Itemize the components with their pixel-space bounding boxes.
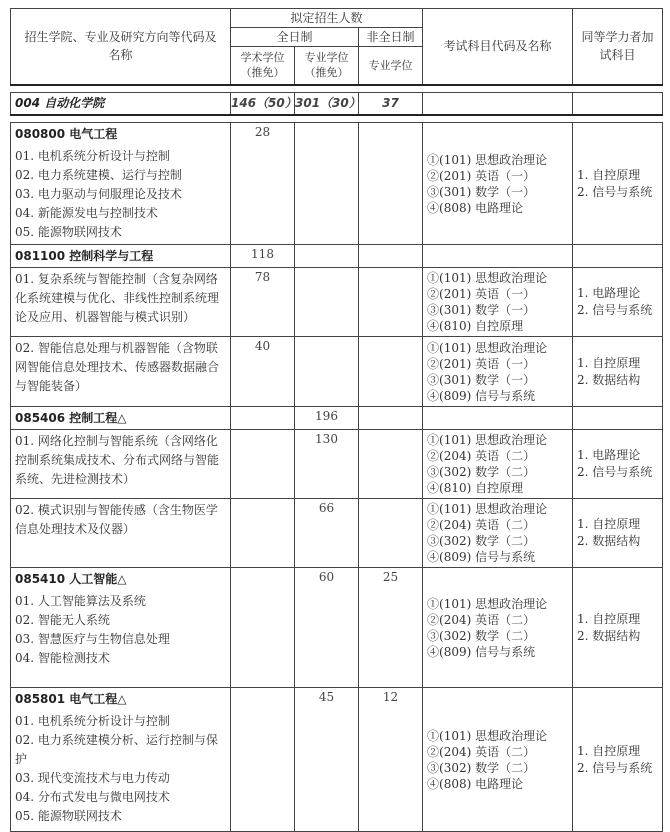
extra-subjects bbox=[573, 688, 663, 832]
college-professional-pt: 37 bbox=[359, 93, 423, 115]
major-085410 bbox=[11, 568, 231, 688]
exam-item: ④(809) 信号与系统 bbox=[427, 550, 536, 564]
extra-item: 2. 信号与系统 bbox=[577, 760, 653, 775]
academic-count: 78 bbox=[231, 268, 295, 337]
major-085406: 085406 控制工程△ bbox=[11, 407, 231, 430]
direction-item: 04. 新能源发电与控制技术 bbox=[15, 206, 158, 220]
professional-ft-count: 45 bbox=[295, 688, 359, 832]
direction-item: 05. 能源物联网技术 bbox=[15, 225, 122, 239]
direction-item: 01. 网络化控制与智能系统（含网络化 bbox=[15, 434, 218, 448]
table-row bbox=[11, 688, 663, 832]
direction-item: 系统、先进检测技术） bbox=[15, 472, 136, 486]
major-title: 085801 电气工程△ bbox=[15, 692, 127, 706]
exam-subjects bbox=[423, 337, 573, 407]
direction-item: 信息处理技术及仪器） bbox=[15, 522, 136, 536]
table-row bbox=[11, 407, 663, 430]
professional-pt-count: 25 bbox=[359, 568, 423, 688]
extra-item: 1. 自控原理 bbox=[577, 167, 641, 182]
header-fulltime: 全日制 bbox=[231, 28, 359, 47]
exam-item: ①(101) 思想政治理论 bbox=[427, 340, 548, 355]
college-academic: 146（50） bbox=[231, 93, 295, 115]
extra-item: 1. 自控原理 bbox=[577, 517, 641, 531]
exam-item: ①(101) 思想政治理论 bbox=[427, 433, 548, 447]
exam-subjects bbox=[423, 430, 573, 499]
direction-item: 05. 能源物联网技术 bbox=[15, 809, 122, 823]
extra-subjects bbox=[573, 430, 663, 499]
extra-subjects bbox=[573, 268, 663, 337]
header-name: 招生学院、专业及研究方向等代码及名称 bbox=[11, 9, 231, 85]
enrollment-table bbox=[10, 8, 663, 832]
exam-item: ②(204) 英语（二） bbox=[427, 612, 536, 627]
table-row bbox=[11, 245, 663, 268]
professional-ft-count: 60 bbox=[295, 568, 359, 688]
exam-item: ①(101) 思想政治理论 bbox=[427, 502, 548, 516]
extra-subjects bbox=[573, 568, 663, 688]
direction-item: 化系统建模与优化、非线性控制系统理 bbox=[15, 291, 220, 305]
exam-item: ③(302) 数学（二） bbox=[427, 760, 536, 775]
direction-item: 03. 智慧医疗与生物信息处理 bbox=[15, 632, 170, 646]
professional-ft-count: 66 bbox=[295, 499, 359, 568]
exam-item: ②(204) 英语（二） bbox=[427, 518, 536, 532]
exam-item: ④(809) 信号与系统 bbox=[427, 388, 536, 403]
extra-item: 2. 信号与系统 bbox=[577, 465, 653, 479]
direction-item: 01. 人工智能算法及系统 bbox=[15, 594, 146, 608]
extra-item: 1. 自控原理 bbox=[577, 611, 641, 626]
direction-item: 控制系统集成技术、分布式网络与智能 bbox=[15, 453, 220, 467]
exam-item: ④(808) 电路理论 bbox=[427, 776, 524, 791]
major-080800 bbox=[11, 123, 231, 245]
extra-item: 1. 电路理论 bbox=[577, 448, 641, 462]
direction-item: 网智能信息处理技术、传感器数据融合 bbox=[15, 360, 220, 374]
extra-item: 1. 自控原理 bbox=[577, 743, 641, 758]
direction-item: 03. 电力驱动与伺服理论及技术 bbox=[15, 187, 182, 201]
direction-item: 02. 模式识别与智能传感（含生物医学 bbox=[15, 503, 218, 517]
direction-item: 02. 电力系统建模分析、运行控制与保 bbox=[15, 733, 218, 747]
exam-item: ②(204) 英语（二） bbox=[427, 744, 536, 759]
exam-item: ④(808) 电路理论 bbox=[427, 200, 524, 215]
extra-item: 2. 数据结构 bbox=[577, 372, 641, 387]
direction-item: 01. 电机系统分析设计与控制 bbox=[15, 149, 170, 163]
exam-item: ④(810) 自控原理 bbox=[427, 481, 524, 495]
direction-item: 03. 现代变流技术与电力传动 bbox=[15, 771, 170, 785]
table-row bbox=[11, 499, 663, 568]
exam-item: ①(101) 思想政治理论 bbox=[427, 728, 548, 743]
exam-subjects bbox=[423, 568, 573, 688]
table-row bbox=[11, 123, 663, 245]
exam-item: ①(101) 思想政治理论 bbox=[427, 596, 548, 611]
academic-count: 118 bbox=[231, 245, 295, 268]
table-row bbox=[11, 337, 663, 407]
exam-item: ②(201) 英语（一） bbox=[427, 168, 536, 183]
direction-item: 04. 分布式发电与微电网技术 bbox=[15, 790, 170, 804]
direction-item: 护 bbox=[15, 752, 28, 766]
exam-item: ③(301) 数学（一） bbox=[427, 184, 536, 199]
exam-item: ③(302) 数学（二） bbox=[427, 534, 536, 548]
exam-subjects bbox=[423, 123, 573, 245]
major-title: 085410 人工智能△ bbox=[15, 572, 127, 586]
college-name: 004 自动化学院 bbox=[11, 93, 231, 115]
exam-item: ③(302) 数学（二） bbox=[427, 628, 536, 643]
direction-item: 01. 电机系统分析设计与控制 bbox=[15, 714, 170, 728]
academic-count: 28 bbox=[231, 123, 295, 245]
header-extra: 同等学力者加试科目 bbox=[573, 9, 663, 85]
professional-ft-count: 196 bbox=[295, 407, 359, 430]
direction-block bbox=[11, 337, 231, 407]
exam-item: ③(301) 数学（一） bbox=[427, 303, 536, 317]
extra-item: 2. 数据结构 bbox=[577, 628, 641, 643]
major-085801 bbox=[11, 688, 231, 832]
header-academic: 学术学位（推免） bbox=[231, 47, 295, 85]
exam-item: ①(101) 思想政治理论 bbox=[427, 152, 548, 167]
exam-item: ④(810) 自控原理 bbox=[427, 319, 524, 333]
extra-item: 1. 电路理论 bbox=[577, 286, 641, 300]
extra-subjects bbox=[573, 337, 663, 407]
exam-item: ③(301) 数学（一） bbox=[427, 372, 536, 387]
professional-pt-count: 12 bbox=[359, 688, 423, 832]
header-plan: 拟定招生人数 bbox=[231, 9, 423, 28]
extra-item: 1. 自控原理 bbox=[577, 355, 641, 370]
direction-item: 04. 智能检测技术 bbox=[15, 651, 110, 665]
extra-subjects bbox=[573, 499, 663, 568]
direction-item: 论及应用、机器智能与模式识别） bbox=[15, 310, 196, 324]
exam-item: ②(204) 英语（二） bbox=[427, 449, 536, 463]
direction-item: 02. 智能信息处理与机器智能（含物联 bbox=[15, 341, 218, 355]
exam-item: ③(302) 数学（二） bbox=[427, 465, 536, 479]
table-row bbox=[11, 568, 663, 688]
exam-item: ②(201) 英语（一） bbox=[427, 287, 536, 301]
direction-item: 02. 智能无人系统 bbox=[15, 613, 110, 627]
professional-ft-count: 130 bbox=[295, 430, 359, 499]
direction-block bbox=[11, 268, 231, 337]
extra-item: 2. 数据结构 bbox=[577, 534, 641, 548]
header-parttime: 非全日制 bbox=[359, 28, 423, 47]
exam-item: ①(101) 思想政治理论 bbox=[427, 271, 548, 285]
exam-item: ④(809) 信号与系统 bbox=[427, 644, 536, 659]
exam-subjects bbox=[423, 499, 573, 568]
major-081100: 081100 控制科学与工程 bbox=[11, 245, 231, 268]
direction-block bbox=[11, 430, 231, 499]
table-row bbox=[11, 430, 663, 499]
major-title: 080800 电气工程 bbox=[15, 127, 118, 141]
extra-subjects bbox=[573, 123, 663, 245]
direction-block bbox=[11, 499, 231, 568]
direction-item: 01. 复杂系统与智能控制（含复杂网络 bbox=[15, 272, 218, 286]
extra-item: 2. 信号与系统 bbox=[577, 184, 653, 199]
direction-item: 02. 电力系统建模、运行与控制 bbox=[15, 168, 182, 182]
table-row bbox=[11, 268, 663, 337]
header-professional-pt: 专业学位 bbox=[359, 47, 423, 85]
academic-count: 40 bbox=[231, 337, 295, 407]
college-professional-ft: 301（30） bbox=[295, 93, 359, 115]
extra-item: 2. 信号与系统 bbox=[577, 303, 653, 317]
exam-subjects bbox=[423, 688, 573, 832]
header-exam: 考试科目代码及名称 bbox=[423, 9, 573, 85]
exam-item: ②(201) 英语（一） bbox=[427, 356, 536, 371]
exam-subjects bbox=[423, 268, 573, 337]
direction-item: 与智能装备） bbox=[15, 379, 88, 393]
header-professional-ft: 专业学位（推免） bbox=[295, 47, 359, 85]
